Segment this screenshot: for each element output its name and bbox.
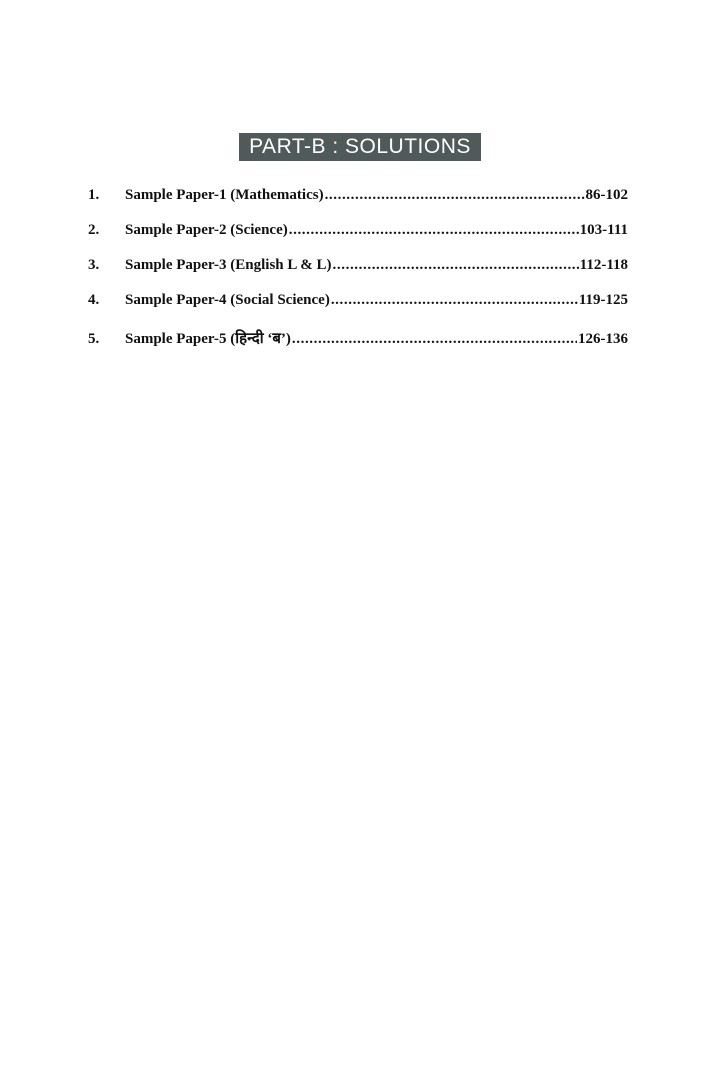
toc-entry bbox=[88, 290, 628, 310]
entry-pages: 86-102 bbox=[585, 187, 628, 203]
entry-title: Sample Paper-2 (Science) bbox=[125, 222, 288, 238]
entry-title: Sample Paper-3 (English L & L) bbox=[125, 257, 332, 273]
table-of-contents bbox=[88, 180, 628, 349]
entry-title: Sample Paper-5 (हिन्दी ‘ब’) bbox=[125, 331, 291, 347]
toc-entry bbox=[88, 185, 628, 205]
entry-number: 2. bbox=[88, 222, 100, 238]
toc-entry bbox=[88, 329, 628, 349]
entry-pages: 112-118 bbox=[579, 257, 628, 273]
entry-number: 4. bbox=[88, 292, 100, 308]
dot-leader bbox=[325, 185, 585, 205]
entry-number: 3. bbox=[88, 257, 100, 273]
dot-leader bbox=[333, 255, 579, 275]
entry-pages: 119-125 bbox=[578, 292, 628, 308]
toc-entry bbox=[88, 255, 628, 275]
heading-container bbox=[0, 133, 720, 161]
entry-pages: 103-111 bbox=[579, 222, 628, 238]
toc-entry bbox=[88, 220, 628, 240]
entry-pages: 126-136 bbox=[578, 331, 628, 347]
entry-number: 1. bbox=[88, 187, 100, 203]
section-heading: PART-B : SOLUTIONS bbox=[239, 133, 481, 161]
entry-title: Sample Paper-1 (Mathematics) bbox=[125, 187, 324, 203]
entry-number: 5. bbox=[88, 331, 100, 347]
dot-leader bbox=[292, 329, 577, 349]
dot-leader bbox=[289, 220, 579, 240]
entry-title: Sample Paper-4 (Social Science) bbox=[125, 292, 330, 308]
dot-leader bbox=[331, 290, 578, 310]
